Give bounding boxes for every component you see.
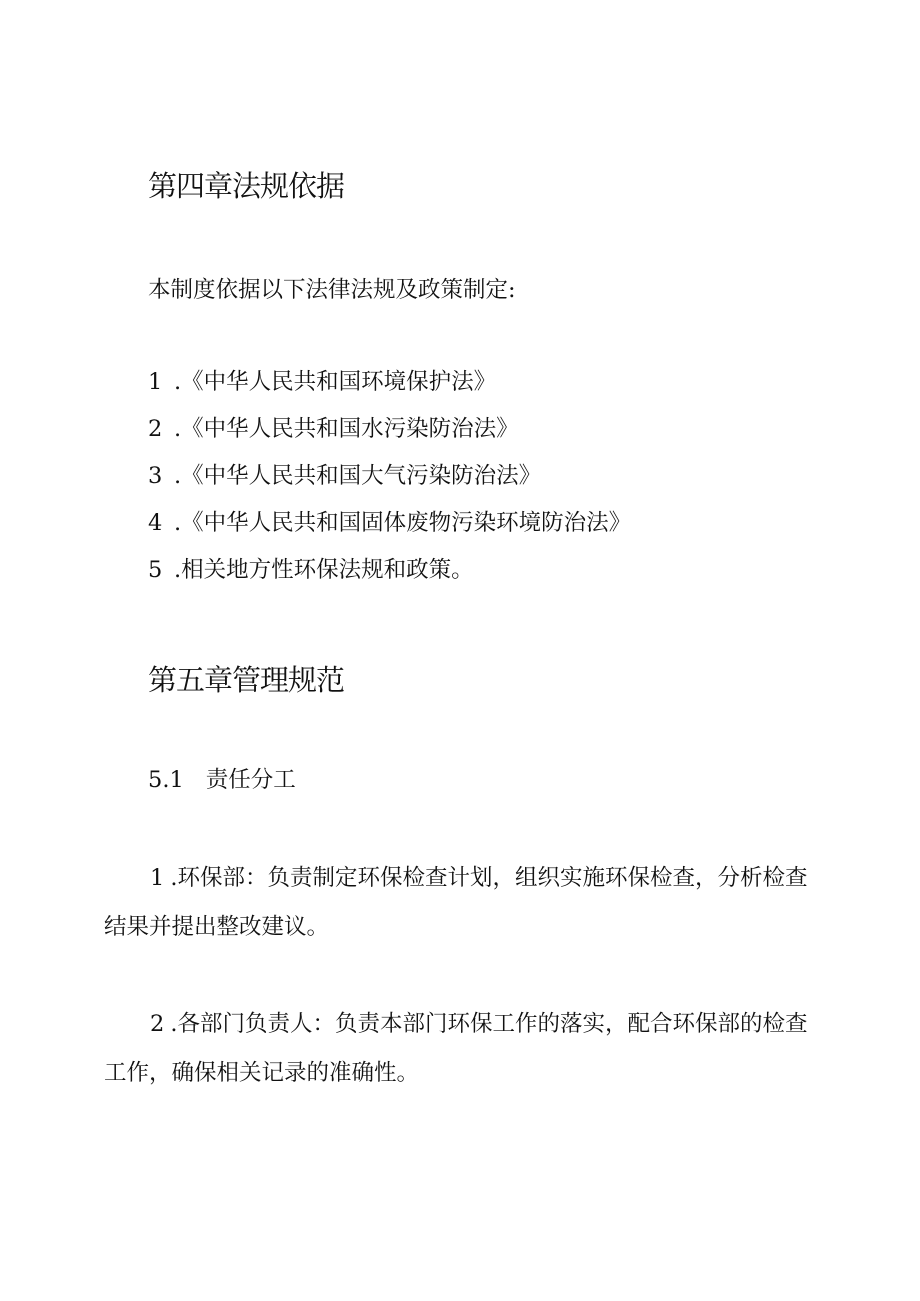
paragraph-text: .各部门负责人：负责本部门环保工作的落实，配合环保部的检查工作，确保相关记录的准确性。 <box>104 1011 808 1086</box>
law-list-item <box>148 366 496 398</box>
list-item-number: 1 <box>148 369 163 395</box>
section-5-1-heading <box>148 764 296 796</box>
list-item-text: .《中华人民共和国大气污染防治法》 <box>174 463 542 489</box>
law-list-item <box>148 460 541 492</box>
list-item-text: .《中华人民共和国固体废物污染环境防治法》 <box>174 510 632 536</box>
list-item-text: .相关地方性环保法规和政策。 <box>174 557 474 583</box>
list-item-text: .《中华人民共和国水污染防治法》 <box>174 416 519 442</box>
list-item-text: .《中华人民共和国环境保护法》 <box>174 369 497 395</box>
law-list-item <box>148 413 519 445</box>
law-list-item <box>148 554 474 586</box>
paragraph-number: 1 <box>150 865 165 891</box>
list-item-number: 5 <box>148 557 163 583</box>
law-list-item <box>148 507 631 539</box>
responsibility-paragraph <box>104 1000 816 1098</box>
responsibility-paragraph <box>104 854 816 952</box>
paragraph-text: .环保部：负责制定环保检查计划，组织实施环保检查，分析检查结果并提出整改建议。 <box>104 865 808 940</box>
list-item-number: 3 <box>148 463 163 489</box>
chapter-4-title: 第四章法规依据 <box>148 169 345 203</box>
list-item-number: 2 <box>148 416 163 442</box>
chapter-4-intro: 本制度依据以下法律法规及政策制定: <box>148 277 516 303</box>
section-title: 责任分工 <box>205 767 296 793</box>
section-number: 5.1 <box>148 767 184 793</box>
paragraph-number: 2 <box>150 1011 165 1037</box>
chapter-5-title: 第五章管理规范 <box>148 663 345 697</box>
list-item-number: 4 <box>148 510 163 536</box>
